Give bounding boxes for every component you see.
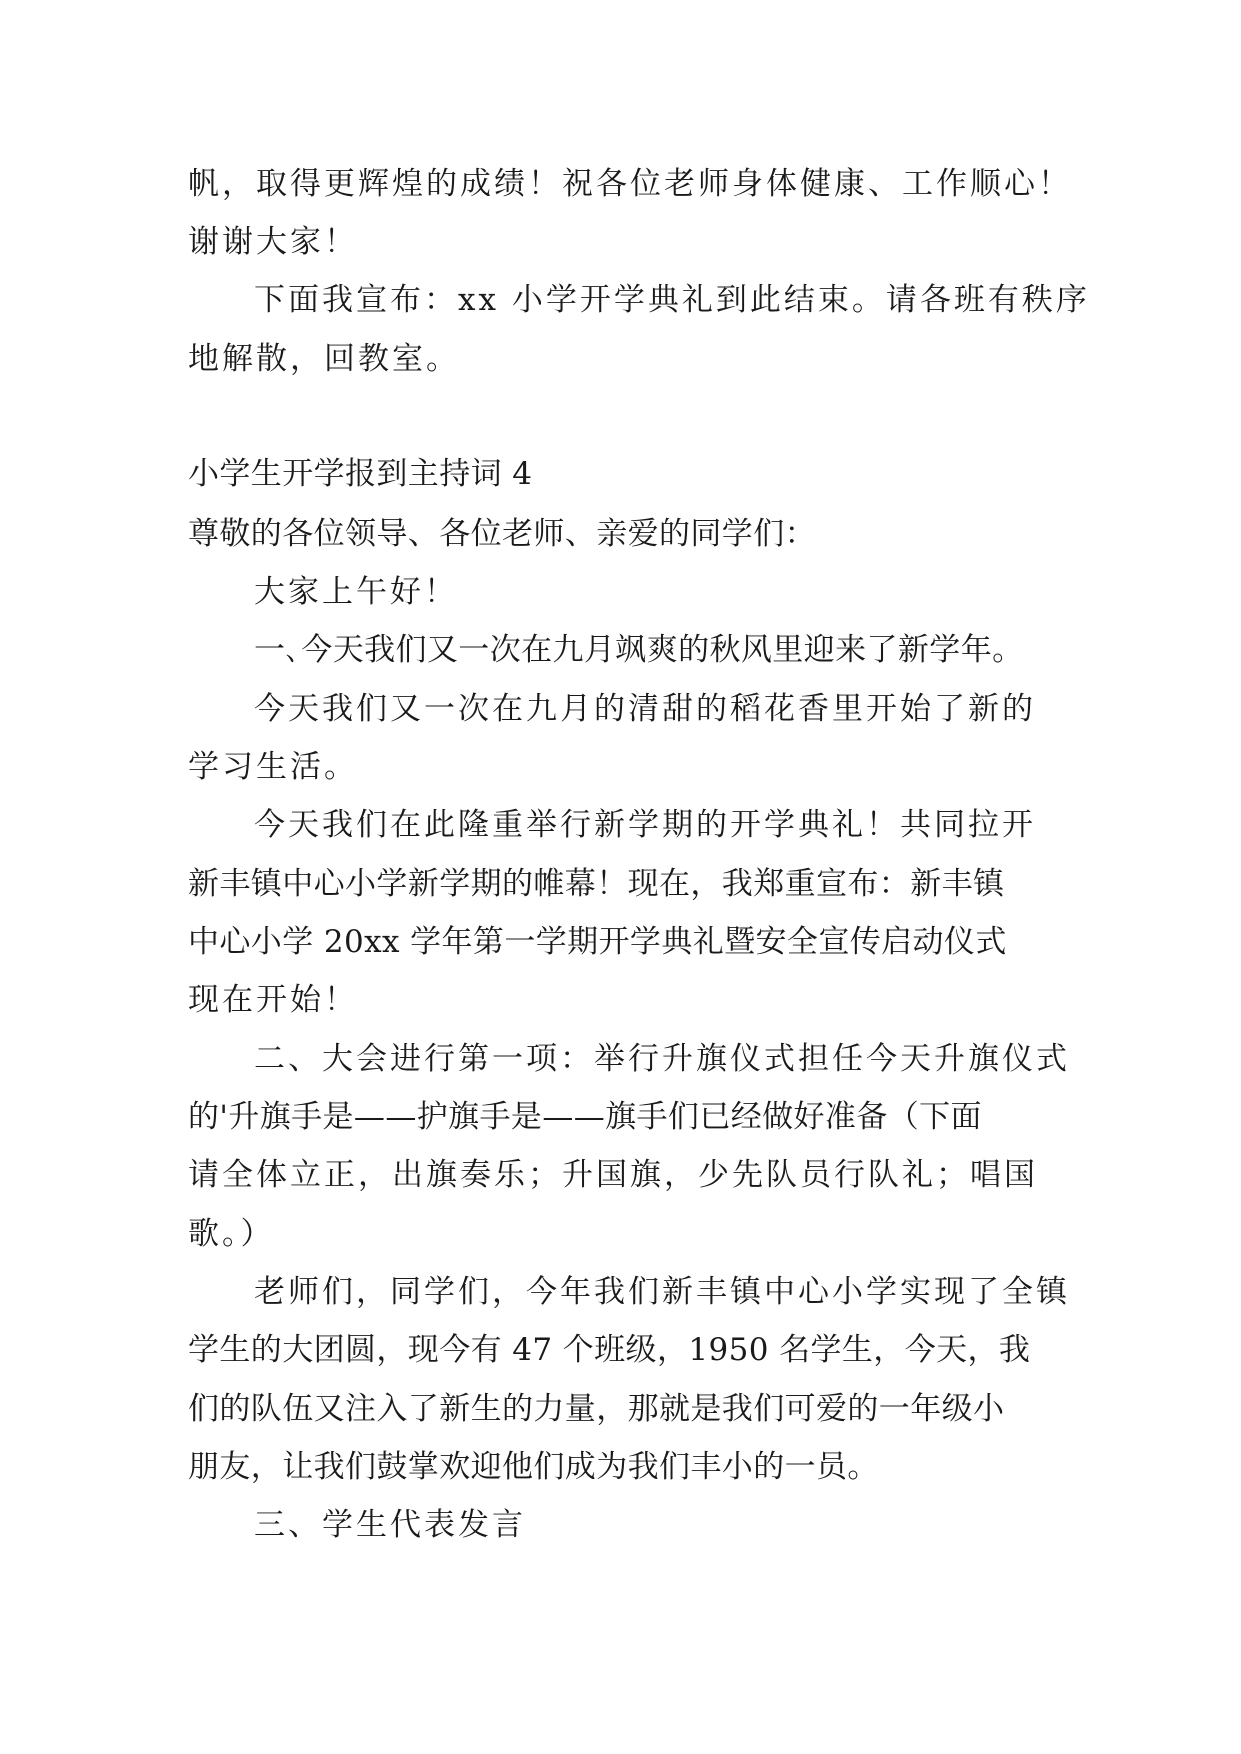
paragraph-line: 现在开始！: [188, 982, 358, 1018]
paragraph-line: 今天我们又一次在九月的清甜的稻花香里开始了新的: [254, 691, 1036, 727]
paragraph-line: 的'升旗手是——护旗手是——旗手们已经做好准备（下面: [188, 1099, 982, 1135]
paragraph-line: 谢谢大家！: [188, 224, 358, 260]
paragraph-line: 老师们，同学们，今年我们新丰镇中心小学实现了全镇: [254, 1274, 1070, 1310]
paragraph-line: 下面我宣布：xx 小学开学典礼到此结束。请各班有秩序: [254, 282, 1090, 318]
section-title: 小学生开学报到主持词 4: [188, 456, 533, 492]
paragraph-line: 三、学生代表发言: [254, 1507, 526, 1543]
paragraph-line: 二、大会进行第一项：举行升旗仪式担任今天升旗仪式: [254, 1041, 1070, 1077]
paragraph-line: 朋友，让我们鼓掌欢迎他们成为我们丰小的一员。: [188, 1449, 879, 1485]
salutation: 尊敬的各位领导、各位老师、亲爱的同学们：: [188, 516, 816, 552]
paragraph-line: 中心小学 20xx 学年第一学期开学典礼暨安全宣传启动仪式: [188, 924, 1007, 960]
paragraph-line: 们的队伍又注入了新生的力量，那就是我们可爱的一年级小: [188, 1391, 1005, 1427]
paragraph-line: 新丰镇中心小学新学期的帷幕！现在，我郑重宣布：新丰镇: [188, 866, 1005, 902]
paragraph-line: 请全体立正，出旗奏乐；升国旗，少先队员行队礼；唱国: [188, 1157, 1038, 1193]
paragraph-line: 歌。）: [188, 1216, 275, 1252]
paragraph-line: 今天我们在此隆重举行新学期的开学典礼！共同拉开: [254, 807, 1036, 843]
paragraph-line: 地解散，回教室。: [188, 341, 460, 377]
paragraph-line: 学生的大团圆，现今有 47 个班级，1950 名学生，今天，我: [188, 1332, 1031, 1368]
paragraph-line: 帆，取得更辉煌的成绩！祝各位老师身体健康、工作顺心！: [188, 166, 1072, 202]
paragraph-line: 大家上午好！: [254, 574, 458, 610]
paragraph-line: 学习生活。: [188, 749, 358, 785]
paragraph-line: 一､今天我们又一次在九月飒爽的秋风里迎来了新学年。: [254, 632, 1024, 668]
